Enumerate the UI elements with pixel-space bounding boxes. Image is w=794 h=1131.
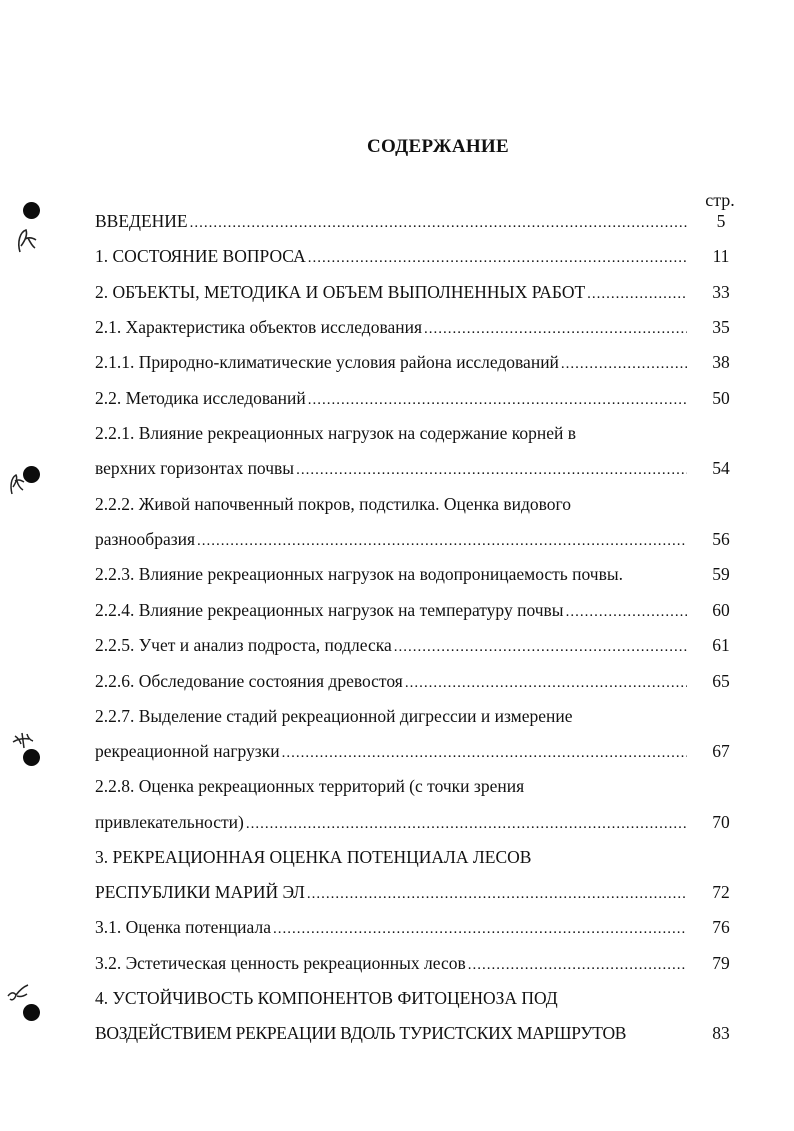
toc-entry[interactable]: [95, 914, 689, 940]
dot-leader: [308, 245, 687, 271]
toc-entry-title: 2.2.3. Влияние рекреационных нагрузок на водопроницаемость почвы.: [95, 564, 624, 584]
toc-entry-title: 2.2.7. Выделение стадий рекреационной дигрессии и измерение: [95, 706, 573, 726]
dot-leader: [394, 634, 687, 660]
toc-entry-title-cont: РЕСПУБЛИКИ МАРИЙ ЭЛ: [95, 882, 305, 902]
toc-entry-title: 1. СОСТОЯНИЕ ВОПРОСА: [95, 246, 306, 266]
toc-entry[interactable]: [95, 385, 689, 411]
binder-hole-mark: [23, 749, 40, 766]
toc-entry[interactable]: [95, 243, 689, 269]
dot-leader: [273, 916, 687, 942]
toc-entry[interactable]: [95, 314, 689, 340]
dot-leader: [246, 811, 687, 837]
toc-page-number: 83: [712, 1023, 730, 1043]
toc-entry-line1: [95, 985, 689, 1011]
toc-page-number: 11: [712, 246, 730, 266]
toc-entry[interactable]: [95, 349, 689, 375]
dot-leader: [197, 528, 687, 554]
toc-page-number: 72: [712, 882, 730, 902]
dot-leader: [587, 281, 687, 307]
dot-leader: [190, 210, 687, 236]
dot-leader: [424, 316, 687, 342]
binder-hole-mark: [23, 1004, 40, 1021]
toc-entry-title: 4. УСТОЙЧИВОСТЬ КОМПОНЕНТОВ ФИТОЦЕНОЗА ПОД: [95, 988, 558, 1008]
toc-entry[interactable]: [95, 561, 689, 587]
toc-entry[interactable]: [95, 455, 689, 481]
handwritten-mark: [10, 730, 36, 750]
toc-entry-title: 2.2.1. Влияние рекреационных нагрузок на содержание корней в: [95, 423, 576, 443]
toc-entry-title-cont: разнообразия: [95, 529, 196, 549]
toc-entry-title-cont: привлекательности): [95, 812, 244, 832]
dot-leader: [468, 952, 687, 978]
toc-entry-line1: [95, 703, 689, 729]
dot-leader: [405, 670, 687, 696]
toc-page-number: 35: [712, 317, 730, 337]
toc-entry-title-cont: верхних горизонтах почвы: [95, 458, 295, 478]
toc-page-number: 61: [712, 635, 730, 655]
toc-entry-line1: [95, 491, 689, 517]
toc-entry-line1: [95, 773, 689, 799]
dot-leader: [561, 351, 687, 377]
dot-leader: [296, 457, 687, 483]
toc-page-number: 5: [716, 211, 726, 231]
toc-page-number: 65: [712, 671, 730, 691]
toc-entry-title: 2.2.5. Учет и анализ подроста, подлеска: [95, 635, 392, 655]
toc-entry-title: 2.2.6. Обследование состояния древостоя: [95, 671, 403, 691]
handwritten-mark: [14, 226, 40, 256]
toc-entry-title: 2.2.4. Влияние рекреационных нагрузок на температуру почвы: [95, 600, 564, 620]
toc-entry-title: 3. РЕКРЕАЦИОННАЯ ОЦЕНКА ПОТЕНЦИАЛА ЛЕСОВ: [95, 847, 532, 867]
toc-entry[interactable]: [95, 279, 689, 305]
toc-page-number: 70: [712, 812, 730, 832]
toc-entry-title-cont: ВОЗДЕЙСТВИЕМ РЕКРЕАЦИИ ВДОЛЬ ТУРИСТСКИХ МАРШРУТОВ: [95, 1023, 627, 1043]
toc-page-number: 54: [712, 458, 730, 478]
toc-entry-title: 3.1. Оценка потенциала: [95, 917, 271, 937]
toc-page-number: 60: [712, 600, 730, 620]
toc-entry[interactable]: [95, 950, 689, 976]
toc-entry-title: 2. ОБЪЕКТЫ, МЕТОДИКА И ОБЪЕМ ВЫПОЛНЕННЫХ РАБОТ: [95, 282, 586, 302]
toc-entry[interactable]: [95, 668, 689, 694]
toc-entry[interactable]: [95, 632, 689, 658]
handwritten-mark: [4, 982, 32, 1004]
toc-page-number: 76: [712, 917, 730, 937]
toc-entry-title: 3.2. Эстетическая ценность рекреационных лесов: [95, 953, 466, 973]
toc-entry-title: ВВЕДЕНИЕ: [95, 211, 188, 231]
toc-entry-title: 2.1. Характеристика объектов исследования: [95, 317, 423, 337]
toc-page-number: 59: [712, 564, 730, 584]
toc-entry-title: 2.2.8. Оценка рекреационных территорий (с точки зрения: [95, 776, 525, 796]
toc-entry-title: 2.1.1. Природно-климатические условия района исследований: [95, 352, 559, 372]
toc-entry[interactable]: [95, 738, 689, 764]
toc-page-number: 56: [712, 529, 730, 549]
toc-page-number: 67: [712, 741, 730, 761]
dot-leader: [308, 387, 687, 413]
toc-entry-line1: [95, 420, 689, 446]
toc-page-number: 79: [712, 953, 730, 973]
toc-entry[interactable]: [95, 1020, 689, 1046]
toc-entry[interactable]: [95, 526, 689, 552]
toc-page-number: 38: [712, 352, 730, 372]
dot-leader: [282, 740, 687, 766]
dot-leader: [307, 881, 687, 907]
page-title: СОДЕРЖАНИЕ: [367, 136, 509, 157]
toc-entry[interactable]: [95, 208, 689, 234]
toc-entry[interactable]: [95, 597, 689, 623]
toc-page-number: 50: [712, 388, 730, 408]
binder-hole-mark: [23, 202, 40, 219]
handwritten-mark: [5, 470, 29, 498]
toc-entry-line1: [95, 844, 689, 870]
toc-entry-title: 2.2.2. Живой напочвенный покров, подстилка. Оценка видового: [95, 494, 572, 514]
toc-entry-title-cont: рекреационной нагрузки: [95, 741, 280, 761]
dot-leader: [566, 599, 687, 625]
toc-entry[interactable]: [95, 879, 689, 905]
toc-entry[interactable]: [95, 809, 689, 835]
toc-entry-title: 2.2. Методика исследований: [95, 388, 306, 408]
toc-page-number: 33: [712, 282, 730, 302]
page-column-header: стр.: [705, 190, 735, 210]
